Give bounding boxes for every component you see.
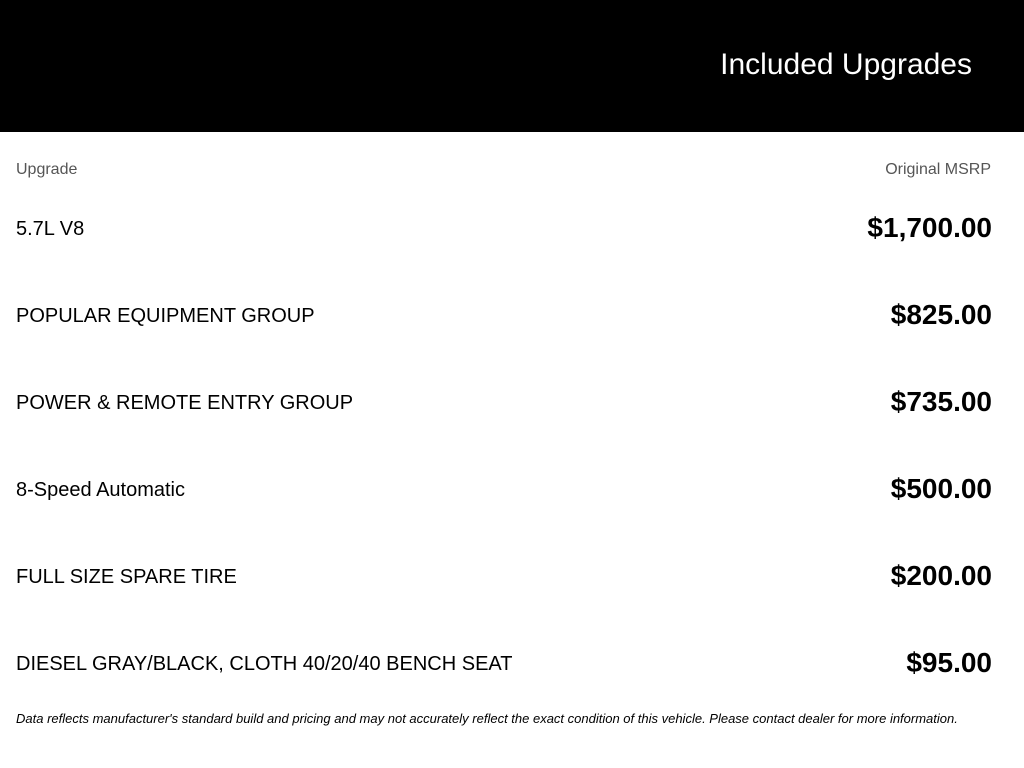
page-title: Included Upgrades bbox=[720, 48, 972, 81]
list-item bbox=[0, 635, 1024, 722]
list-item bbox=[0, 548, 1024, 635]
upgrade-price: $95.00 bbox=[906, 647, 992, 678]
disclaimer-text: Data reflects manufacturer's standard build and pricing and may not accurately reflect the exact condition of this vehicle. Please contact dealer for more information. bbox=[16, 711, 958, 726]
upgrade-price: $500.00 bbox=[890, 473, 992, 504]
upgrade-name: 8-Speed Automatic bbox=[16, 479, 185, 501]
upgrade-price: $735.00 bbox=[890, 386, 992, 417]
upgrade-column-header: Upgrade bbox=[16, 161, 78, 178]
upgrade-name: 5.7L V8 bbox=[16, 218, 85, 240]
upgrade-name: POWER & REMOTE ENTRY GROUP bbox=[16, 392, 354, 414]
upgrade-price: $825.00 bbox=[890, 299, 992, 330]
header-banner bbox=[0, 0, 1024, 132]
upgrade-price: $1,700.00 bbox=[867, 212, 992, 243]
upgrade-name: POPULAR EQUIPMENT GROUP bbox=[16, 305, 315, 327]
list-item bbox=[0, 200, 1024, 287]
list-item bbox=[0, 374, 1024, 461]
list-item bbox=[0, 287, 1024, 374]
upgrade-price: $200.00 bbox=[890, 560, 992, 591]
list-item bbox=[0, 461, 1024, 548]
upgrade-name: DIESEL GRAY/BLACK, CLOTH 40/20/40 BENCH SEAT bbox=[16, 653, 513, 675]
upgrade-name: FULL SIZE SPARE TIRE bbox=[16, 566, 237, 588]
upgrades-list bbox=[0, 200, 1024, 722]
msrp-column-header: Original MSRP bbox=[885, 161, 991, 178]
